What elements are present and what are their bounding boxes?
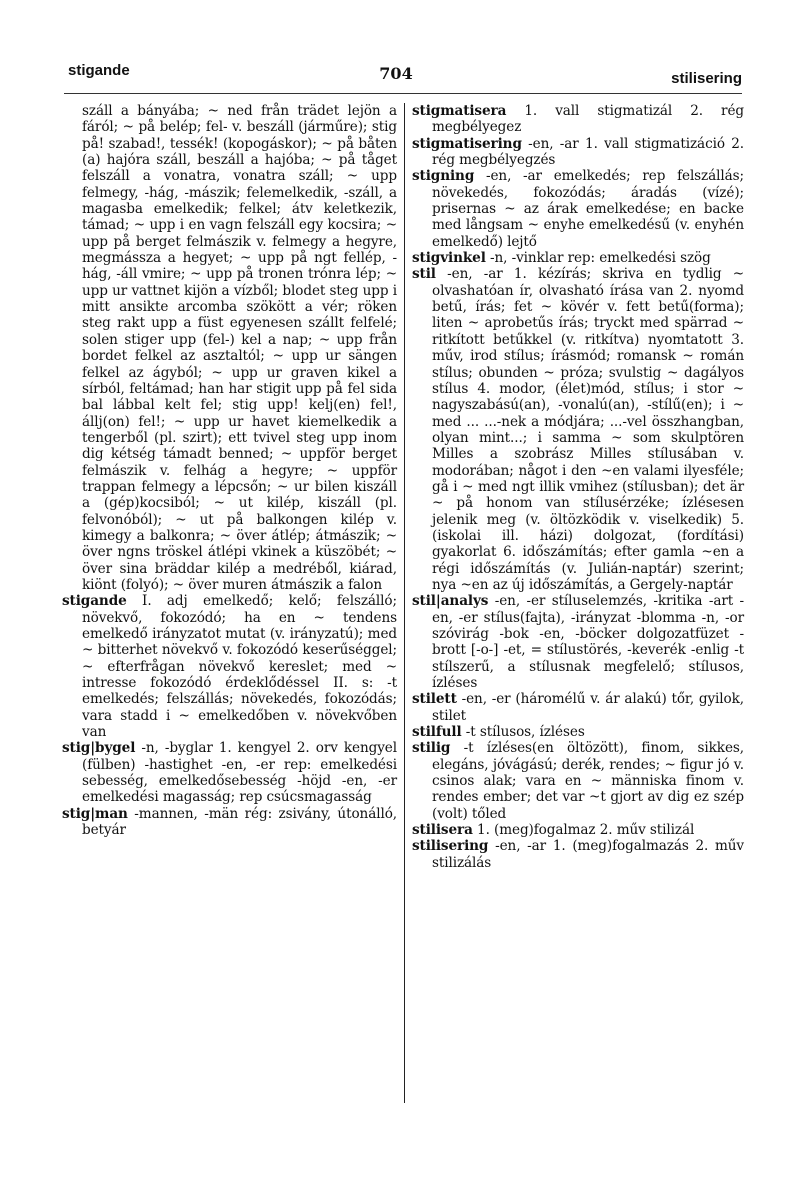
dictionary-entry xyxy=(412,250,744,266)
dictionary-entry xyxy=(62,806,397,839)
entry-headword: stilett xyxy=(412,691,457,708)
dictionary-entry xyxy=(412,136,744,169)
right-column xyxy=(412,103,744,871)
left-guide-word: stigande xyxy=(68,62,130,79)
entry-headword: stilig xyxy=(412,740,451,757)
entry-text: -en, -er (háromélű v. ár alakú) tőr, gyilok, stilet xyxy=(432,691,744,724)
entry-headword: stil|analys xyxy=(412,593,489,610)
dictionary-entry xyxy=(62,103,397,593)
right-guide-word: stilisering xyxy=(671,70,742,87)
entry-text: 1. vall stigmatizál 2. rég megbélyegez xyxy=(432,103,744,136)
dictionary-entry xyxy=(412,822,744,838)
entry-text: -t stílusos, ízléses xyxy=(461,724,585,741)
dictionary-entry xyxy=(412,740,744,822)
page-number: 704 xyxy=(379,64,413,83)
dictionary-entry xyxy=(62,740,397,805)
dictionary-entry xyxy=(62,593,397,740)
entry-headword: stig|man xyxy=(62,805,128,822)
dictionary-entry xyxy=(412,724,744,740)
entry-headword: stigmatisering xyxy=(412,135,522,152)
entry-headword: stilfull xyxy=(412,724,462,741)
entry-text: 1. (meg)fogalmaz 2. műv stilizál xyxy=(472,822,695,839)
header-rule xyxy=(64,93,742,94)
entry-text: -en, -ar emelkedés; rep felszállás; növekedés, fokozódás; áradás (vízé); prisernas ~ az árak emelkedése; en backe med långsam ~ enyhe emelkedésű (v. enyhén emelkedő) lejtő xyxy=(432,168,744,250)
entry-text: -n, -byglar 1. kengyel 2. orv kengyel (fülben) -hastighet -en, -er rep: emelkedési sebesség, emelkedősebesség -höjd -en, -er emelkedési magasság; rep csúcsmagasság xyxy=(82,740,397,806)
entry-text: száll a bányába; ~ ned från trädet lejön a fáról; ~ på belép; fel- v. beszáll (járműre); stig på! szabad!, tessék! (kopogáskor); ~ på båten (a) hajóra száll, beszáll a hajóba; ~ på tåget felszáll a vonatra, vonatra száll; ~ upp felmegy, -hág, -mászik; felemelkedik, -száll, a magasba emelkedik; felkel; átv keletkezik, támad; ~ upp i en vagn felszáll egy kocsira; ~ upp på berget felmászik v. felmegy a hegyre, megmássza a hegyet; ~ upp på ngt fellép, -hág, -áll vmire; ~ upp på tronen trónra lép; ~ upp ur vattnet kijön a vízből; blodet steg upp i mitt ansikte arcomba szökött a vér; röken steg rakt upp a füst egyenesen szállt felfelé; solen stiger upp (fel-) kel a nap; ~ upp från bordet felkel az asztaltól; ~ upp ur sängen felkel az ágyból; ~ upp ur graven kikel a sírból, feltámad; han har stigit upp på fel sida bal lábbal kelt fel; stig upp! kelj(en) fel!, állj(on) fel!; ~ upp ur havet kiemelkedik a tengerből (pl. szirt); ett tvivel steg upp inom dig kétség támadt benned; ~ uppför berget felmászik v. felhág a hegyre; ~ uppför trappan felmegy a lépcsőn; ~ ur bilen kiszáll a (gép)kocsiból; ~ ut kilép, kiszáll (pl. felvonóból); ~ ut på balkongen kilép v. kimegy a balkonra; ~ över átlép; átmászik; ~ över ngns tröskel átlépi vkinek a küszöbét; ~ över sina bräddar kilép a medréből, kiárad, kiönt (folyó); ~ över muren átmászik a falon xyxy=(82,103,397,593)
entry-text: -en, -ar 1. vall stigmatizáció 2. rég megbélyegzés xyxy=(432,135,744,169)
entry-text: -en, -ar 1. (meg)fogalmazás 2. műv stilizálás xyxy=(432,838,744,871)
entry-headword: stigvinkel xyxy=(412,250,486,267)
dictionary-entry xyxy=(412,266,744,593)
column-divider xyxy=(404,103,405,1103)
entry-text: -mannen, -män rég: zsivány, útonálló, betyár xyxy=(82,805,397,839)
entry-headword: stig|bygel xyxy=(62,740,136,757)
entry-headword: stil xyxy=(412,266,436,283)
entry-text: -en, -er stíluselemzés, -kritika -art -en, -er stílus(fajta), -irányzat -blomma -n, -or szóvirág -bok -en, -böcker dolgozatfüzet -brott [-o-] -et, = stílustörés, -keverék -enlig -t stílszerű, a stílusnak megfelelő; stílusos, ízléses xyxy=(432,593,744,692)
dictionary-entry xyxy=(412,838,744,871)
entry-headword: stilisering xyxy=(412,838,489,855)
dictionary-entry xyxy=(412,103,744,136)
entry-text: -en, -ar 1. kézírás; skriva en tydlig ~ olvashatóan ír, olvasható írása van 2. nyomd betű, írás; fet ~ kövér v. fett betű(forma); liten ~ aprobetűs írás; tryckt med spärrad ~ ritkított betűkkel (v. ritkítva) nyomtatott 3. műv, irod stílus; írásmód; romansk ~ román stílus; obunden ~ próza; svulstig ~ dagályos stílus 4. modor, (élet)mód, stílus; i stor ~ nagyszabású(an), -vonalú(an), -stílű(en); i ~ med ... ...-nek a módjára; ...-vel összhangban, olyan mint...; i samma ~ som skulptören Milles a szobrász Milles stílusában v. modorában; något i den ~en valami ilyesféle; gå i ~ med ngt illik vmihez (stílusban); det är ~ på honom van stílusérzéke; ízlésesen jelenik meg (v. öltözködik v. viselkedik) 5. (iskolai ill. házi) dolgozat, (fordítási) gyakorlat 6. időszámítás; efter gamla ~en a régi időszámítás (v. Julián-naptár) szerint; nya ~en az új időszámítás, a Gergely-naptár xyxy=(432,266,744,593)
entry-headword: stilisera xyxy=(412,822,473,839)
entry-headword: stigmatisera xyxy=(412,103,507,119)
dictionary-entry xyxy=(412,593,744,691)
entry-headword: stigning xyxy=(412,168,475,185)
entry-text: -t ízléses(en öltözött), finom, sikkes, elegáns, jóvágású; derék, rendes; ~ figur jó v. csinos alak; vara en ~ människa finom v. rendes ember; det var ~t gjort av dig ez szép (volt) tőled xyxy=(432,740,744,822)
dictionary-entry xyxy=(412,168,744,250)
entry-text: I. adj emelkedő; kelő; felszálló; növekvő, fokozódó; ha en ~ tendens emelkedő irányzatot mutat (v. irányzatú); med ~ bitterhet növekvő v. fokozódó keserűséggel; ~ efterfrågan növekvő kereslet; med ~ intresse fokozódó érdeklődéssel II. s: -t emelkedés; felszállás; növekedés, fokozódás; vara stadd i ~ emelkedőben v. növekvőben van xyxy=(82,593,397,741)
dictionary-entry xyxy=(412,691,744,724)
entry-text: -n, -vinklar rep: emelkedési szög xyxy=(485,250,711,267)
entry-headword: stigande xyxy=(62,593,127,610)
left-column xyxy=(62,103,397,838)
